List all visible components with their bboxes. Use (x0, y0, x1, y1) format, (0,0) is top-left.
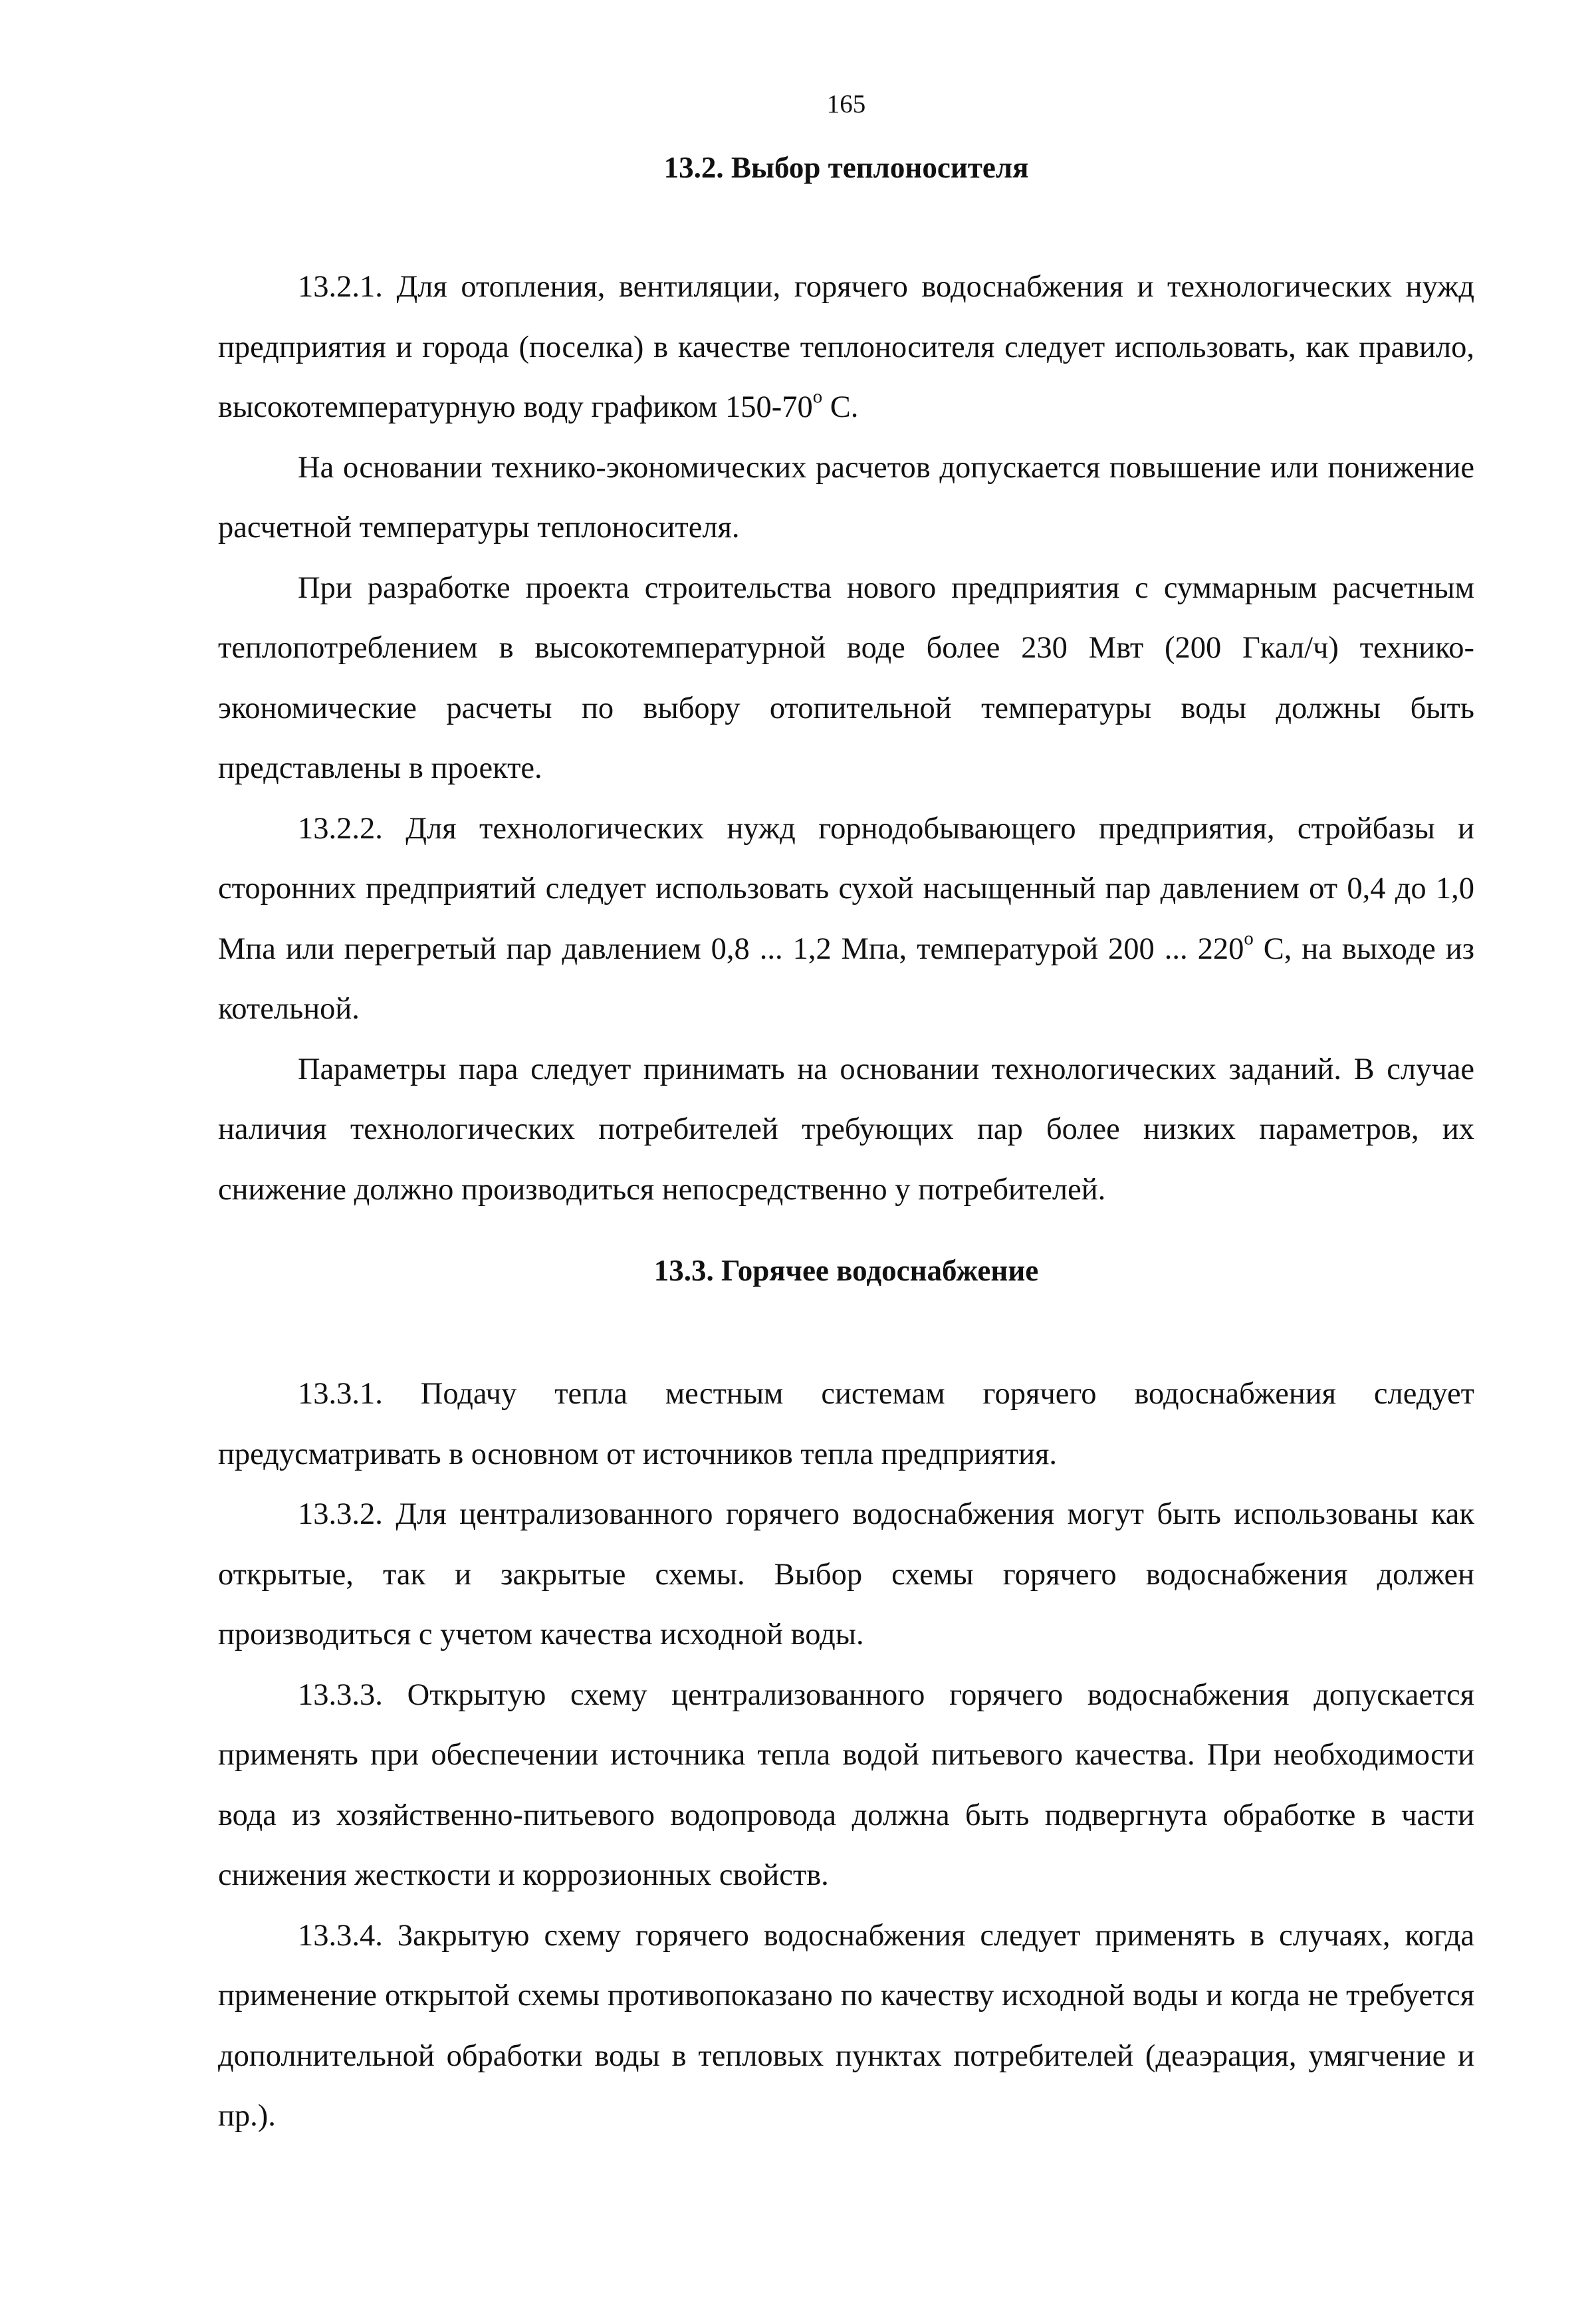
paragraph-13-3-4: 13.3.4. Закрытую схему горячего водоснабжения следует применять в случаях, когда применение открытой схемы противопоказано по качеству исходной воды и когда не требуется дополнительной обработки воды в тепловых пунктах потребителей (деаэрация, умягчение и пр.). (218, 1918, 1474, 2133)
paragraph-13-2-2: 13.2.2. Для технологических нужд горнодобывающего предприятия, стройбазы и сторонних предприятий следует использовать сухой насыщенный пар давлением от 0,4 до 1,0 Мпа или перегретый пар давлением 0,8 ... 1,2 Мпа, температурой 200 ... 220$^o$ С, на выходе из котельной. (218, 811, 1474, 1026)
paragraph-13-2-1-c: При разработке проекта строительства нового предприятия с суммарным расчетным теплопотреблением в высокотемпературной воде более 230 Мвт (200 Гкал/ч) технико-экономические расчеты по выбору отопительной температуры воды должны быть представлены в проекте. (218, 570, 1474, 785)
paragraph-13-2-2-b: Параметры пара следует принимать на основании технологических заданий. В случае наличия технологических потребителей требующих пар более низких параметров, их снижение должно производиться непосредственно у потребителей. (218, 1052, 1474, 1207)
section-heading-13-2: 13.2. Выбор теплоносителя (663, 151, 1029, 184)
paragraph-13-3-1: 13.3.1. Подачу тепла местным системам горячего водоснабжения следует предусматривать в основном от источников тепла предприятия. (218, 1377, 1474, 1471)
paragraph-13-2-1: 13.2.1. Для отопления, вентиляции, горячего водоснабжения и технологических нужд предприятия и города (поселка) в качестве теплоносителя следует использовать, как правило, высокотемпературную воду графиком 150-70$^o$ С. (218, 270, 1474, 424)
paragraph-13-3-2: 13.3.2. Для централизованного горячего водоснабжения могут быть использованы как открытые, так и закрытые схемы. Выбор схемы горячего водоснабжения должен производиться с учетом качества исходной воды. (218, 1497, 1474, 1651)
page-number: 165 (826, 90, 866, 118)
paragraph-13-3-3: 13.3.3. Открытую схему централизованного горячего водоснабжения допускается применять при обеспечении источника тепла водой питьевого качества. При необходимости вода из хозяйственно-питьевого водопровода должна быть подвергнута обработке в части снижения жесткости и коррозионных свойств. (218, 1677, 1474, 1892)
section-body-13-3 (218, 1364, 1474, 2147)
section-body-13-2 (218, 257, 1474, 1220)
section-heading-13-3: 13.3. Горячее водоснабжение (653, 1254, 1039, 1287)
paragraph-13-2-1-b: На основании технико-экономических расчетов допускается повышение или понижение расчетной температуры теплоносителя. (218, 450, 1474, 545)
document-page (218, 0, 1474, 2323)
